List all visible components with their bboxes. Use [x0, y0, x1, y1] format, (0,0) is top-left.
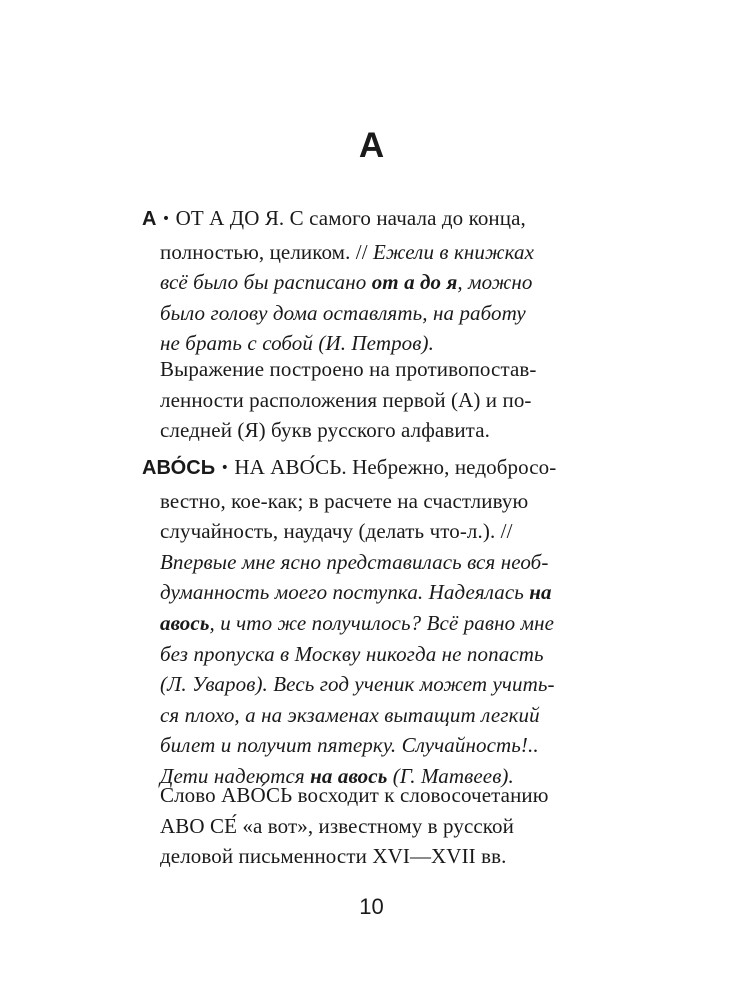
entry-line: полностью, целиком. // Ежели в книжках: [160, 239, 535, 264]
definition-start: С самого начала до конца,: [289, 206, 526, 230]
entry-line: (Л. Уваров). Весь год ученик может учить-: [160, 672, 555, 697]
entry-line: без пропуска в Москву никогда не попасть: [160, 641, 544, 666]
definition-start: Небрежно, недобросо-: [352, 455, 557, 479]
note-line: Слово АВО́СЬ восходит к словосочетанию: [160, 783, 549, 807]
entry-line: авось, и что же получилось? Всё равно мне: [160, 610, 555, 635]
headword: АВО́СЬ: [142, 457, 216, 479]
idiom-phrase: ОТ А ДО Я.: [175, 206, 285, 230]
idiom-phrase: НА АВО́СЬ.: [234, 455, 347, 479]
highlighted-phrase: на авось: [310, 763, 388, 788]
bullet-icon: •: [161, 211, 171, 227]
entry-line: вестно, кое-как; в расчете на счастливую: [160, 488, 529, 513]
section-letter-heading: А: [358, 126, 385, 165]
dictionary-entry-a: [142, 203, 602, 359]
etymology-note-avos: [160, 780, 600, 872]
dictionary-entry-avos: [142, 452, 602, 792]
entry-line: случайность, наудачу (делать что-л.). //: [160, 519, 513, 544]
entry-line: было голову дома оставлять, на работу: [160, 300, 526, 325]
entry-line: Впервые мне ясно представилась вся необ-: [160, 549, 549, 574]
entry-first-line: [142, 452, 602, 486]
highlighted-phrase: на: [529, 580, 552, 605]
entry-line: думанность моего поступка. Надеялась на: [160, 580, 552, 605]
entry-line: ся плохо, а на экзаменах вытащит легкий: [160, 702, 540, 727]
note-line: АВО СЕ́ «а вот», известному в русской: [160, 813, 514, 838]
entry-first-line: [142, 203, 602, 237]
bullet-icon: •: [220, 460, 229, 476]
note-line: ленности расположения первой (А) и по-: [160, 387, 532, 412]
page-number: 10: [359, 894, 384, 919]
note-line: деловой письменности XVI—XVII вв.: [160, 844, 507, 869]
note-line: следней (Я) букв русского алфавита.: [160, 418, 490, 443]
entry-line: билет и получит пятерку. Случайность!..: [160, 733, 539, 758]
highlighted-phrase: от а до я: [371, 270, 458, 295]
headword: А: [142, 208, 157, 230]
etymology-note-a: [160, 354, 600, 446]
entry-line: Дети надеются на авось (Г. Матвеев).: [160, 763, 514, 788]
note-line: Выражение построено на противопостав-: [160, 357, 537, 381]
entry-line: не брать с собой (И. Петров).: [160, 331, 434, 356]
entry-line: всё было бы расписано от а до я, можно: [160, 270, 533, 295]
highlighted-phrase: авось: [160, 610, 210, 635]
